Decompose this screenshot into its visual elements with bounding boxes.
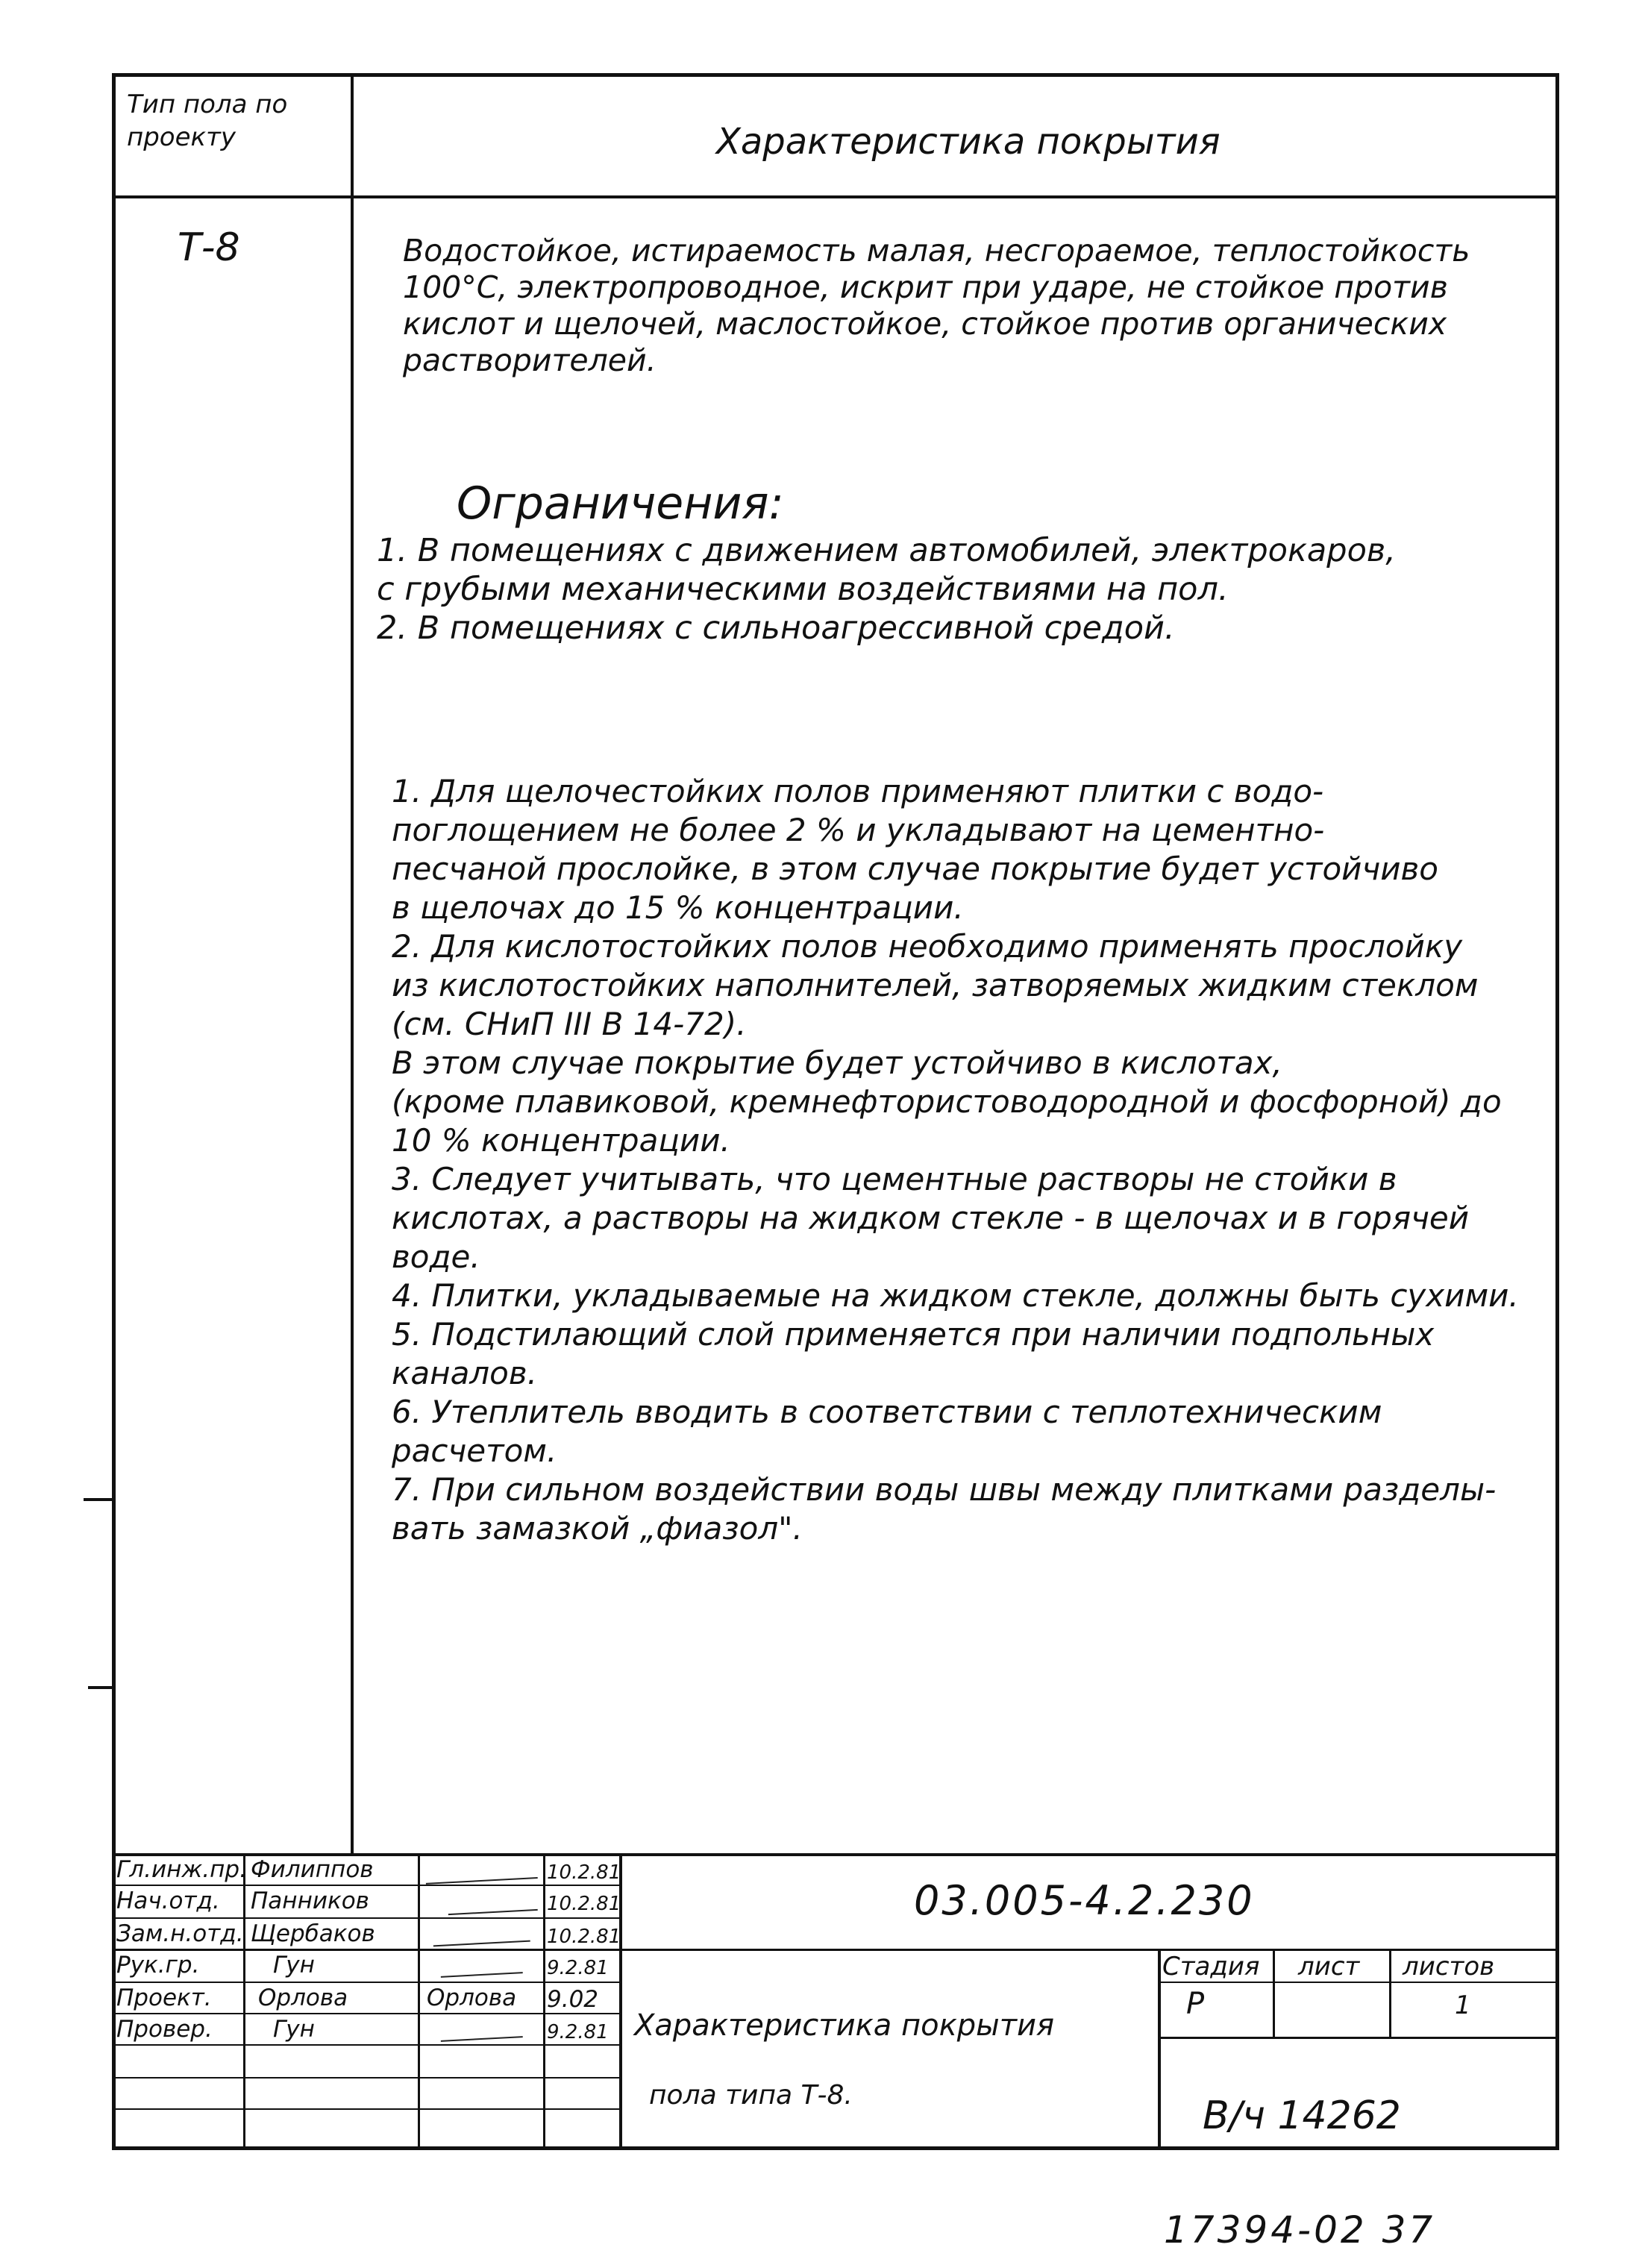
signature (432, 1918, 530, 1947)
restrictions-list (377, 531, 1526, 648)
note-line: В этом случае покрытие будет устойчиво в кислотах, (392, 1044, 1282, 1081)
restriction-line: с грубыми механическими воздействиями на пол. (377, 571, 1229, 608)
signer-name: Щербаков (251, 1920, 375, 1947)
title-block-column (418, 1853, 420, 2150)
binding-mark (88, 1686, 112, 1689)
title-block-subname: пола типа Т-8. (649, 2080, 853, 2111)
title-block-column (1273, 1949, 1275, 2037)
notes-list (392, 772, 1533, 1548)
description-line: Водостойкое, истираемость малая, несгораемое, теплостойкость (403, 233, 1470, 269)
note-line: песчаной прослойке, в этом случае покрытие будет устойчиво (392, 850, 1439, 887)
signer-date: 9.2.81 (547, 2021, 609, 2043)
note-line: 2. Для кислотостойких полов необходимо применять прослойку (392, 928, 1463, 965)
sheets-label: листов (1403, 1952, 1495, 1982)
title-block-column (1389, 1949, 1391, 2037)
note-line: (см. СНиП III В 14-72). (392, 1006, 747, 1042)
coating-description (403, 233, 1537, 379)
signer-date: 10.2.81 (547, 1893, 621, 1915)
signer-role: Проект. (116, 1985, 212, 2011)
title-block-column (543, 1853, 545, 2150)
signature (439, 1949, 523, 1978)
stage-row-divider (1158, 1982, 1559, 1983)
note-line: 10 % концентрации. (392, 1122, 730, 1159)
signer-date: 10.2.81 (547, 1926, 621, 1948)
note-line: 7. При сильном воздействии воды швы между плитками разделы- (392, 1471, 1497, 1508)
note-line: 4. Плитки, укладываемые на жидком стекле, должны быть сухими. (392, 1277, 1519, 1314)
characteristics-column-header: Характеристика покрытия (716, 121, 1221, 163)
restrictions-heading: Ограничения: (457, 477, 784, 530)
inventory-number: 17394-02 37 (1164, 2208, 1436, 2252)
signer-row-divider (112, 1949, 1559, 1951)
signature (439, 2014, 523, 2042)
organization-code: В/ч 14262 (1203, 2093, 1401, 2138)
stage-label: Стадия (1162, 1952, 1260, 1982)
note-line: расчетом. (392, 1432, 557, 1469)
signer-name: Панников (251, 1888, 369, 1914)
note-line: каналов. (392, 1355, 537, 1391)
restriction-line: 2. В помещениях с сильноагрессивной средой. (377, 610, 1175, 647)
signer-date: 9.2.81 (547, 1957, 609, 1979)
title-block-name: Характеристика покрытия (634, 2008, 1055, 2043)
stage-value: Р (1186, 1987, 1205, 2021)
description-line: кислот и щелочей, маслостойкое, стойкое против органических (403, 306, 1447, 342)
note-line: в щелочах до 15 % концентрации. (392, 889, 964, 926)
sheet-label: лист (1298, 1952, 1360, 1982)
signer-role: Нач.отд. (116, 1888, 220, 1914)
signer-date: 9.02 (547, 1986, 599, 2013)
header-divider (112, 195, 1559, 198)
note-line: 1. Для щелочестойких полов применяют плитки с водо- (392, 773, 1324, 809)
note-line: 6. Утеплитель вводить в соответствии с теплотехническим (392, 1394, 1382, 1430)
title-block-column (243, 1853, 245, 2150)
note-line: 5. Подстилающий слой применяется при наличии подпольных (392, 1316, 1435, 1353)
description-line: растворителей. (403, 342, 657, 378)
signer-name: Гун (273, 1952, 315, 1979)
signature: Орлова (427, 1985, 517, 2011)
floor-type-column-header: Тип пола по проекту (127, 90, 288, 152)
signer-role: Провер. (116, 2016, 213, 2043)
signer-name: Филиппов (251, 1856, 374, 1883)
signer-name: Орлова (258, 1985, 348, 2011)
restriction-line: 1. В помещениях с движением автомобилей, электрокаров, (377, 532, 1396, 569)
note-line: 3. Следует учитывать, что цементные растворы не стойки в (392, 1161, 1397, 1197)
column-divider (351, 73, 354, 1856)
signer-role: Зам.н.отд. (116, 1920, 244, 1947)
note-line: (кроме плавиковой, кремнефтористоводородной и фосфорной) до (392, 1083, 1502, 1120)
signer-role: Рук.гр. (116, 1952, 200, 1979)
stage-row-divider (1158, 2037, 1559, 2039)
note-line: воде. (392, 1238, 480, 1275)
note-line: вать замазкой „фиазол". (392, 1510, 803, 1547)
signature (447, 1887, 538, 1915)
floor-type-code: Т-8 (178, 225, 240, 270)
sheets-value: 1 (1455, 1990, 1471, 2020)
note-line: из кислотостойких наполнителей, затворяемых жидким стеклом (392, 967, 1479, 1003)
signer-date: 10.2.81 (547, 1861, 621, 1884)
description-line: 100°С, электропроводное, искрит при ударе, не стойкое против (403, 269, 1448, 305)
title-block-column (1158, 1949, 1161, 2150)
note-line: поглощением не более 2 % и укладывают на цементно- (392, 812, 1325, 848)
document-code: 03.005-4.2.230 (914, 1877, 1255, 1924)
signer-role: Гл.инж.пр. (116, 1856, 247, 1883)
binding-mark (84, 1498, 113, 1501)
note-line: кислотах, а растворы на жидком стекле - в щелочах и в горячей (392, 1200, 1470, 1236)
signer-name: Гун (273, 2016, 315, 2043)
